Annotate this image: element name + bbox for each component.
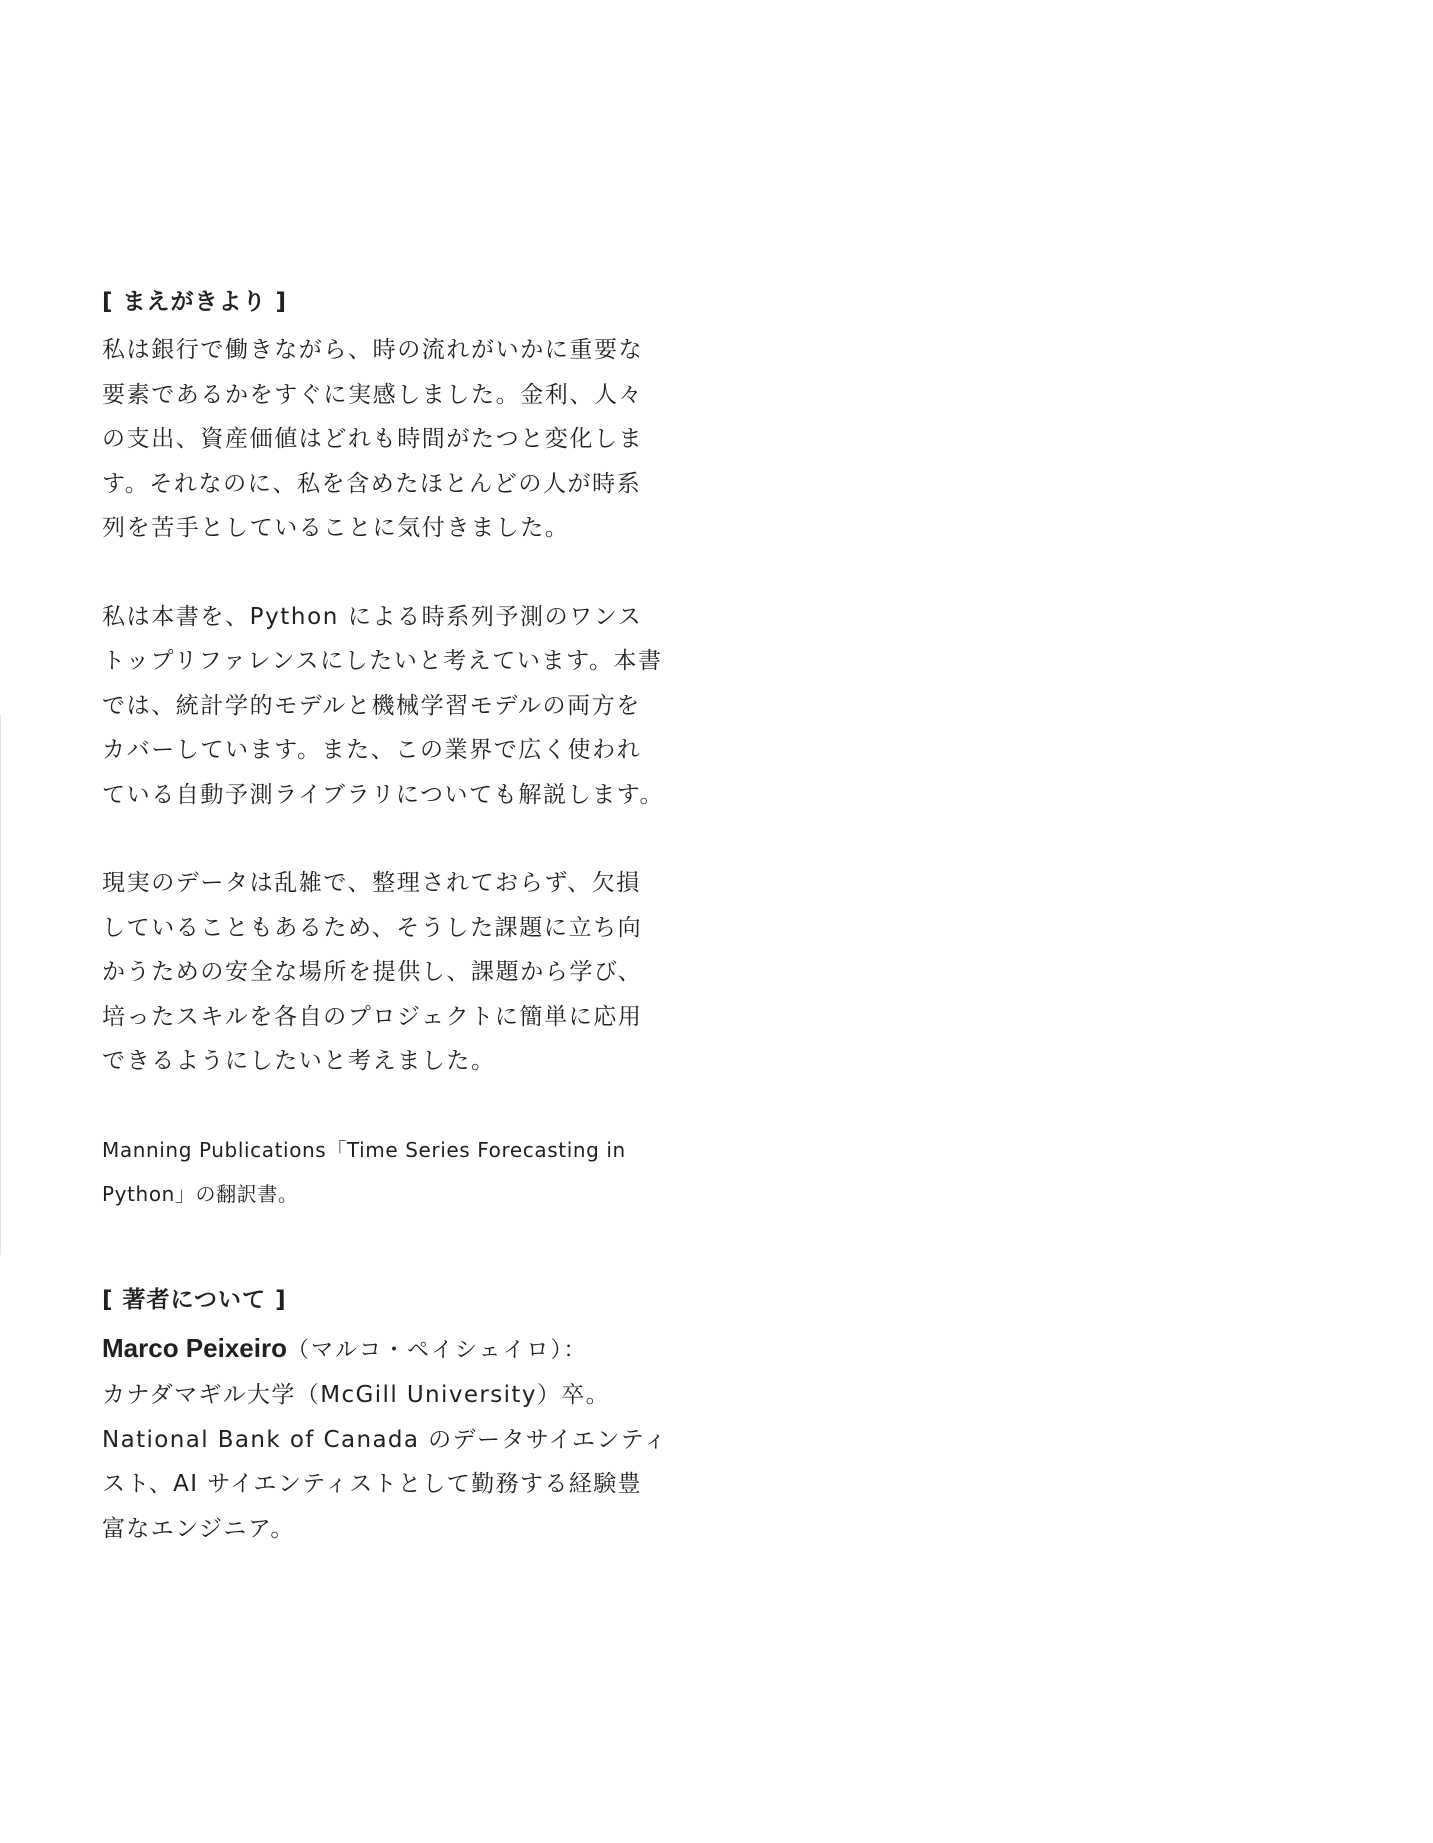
paragraph-line: トップリファレンスにしたいと考えています。本書 xyxy=(102,648,663,674)
preface-paragraph-3 xyxy=(102,861,702,1084)
author-bio-line: National Bank of Canada のデータサイエンティ xyxy=(102,1426,668,1453)
author-name: Marco Peixeiro xyxy=(102,1332,287,1363)
text-column xyxy=(102,282,702,1551)
paragraph-line: の支出、資産価値はどれも時間がたつと変化しま xyxy=(102,426,644,452)
author-name-line xyxy=(102,1326,702,1374)
paragraph-line: 現実のデータは乱雑で、整理されておらず、欠損 xyxy=(102,870,641,896)
author-bio-line: 富なエンジニア。 xyxy=(102,1515,295,1542)
author-bio-line: カナダマギル大学（McGill University）卒。 xyxy=(102,1382,611,1408)
left-margin-rule xyxy=(0,715,1,1255)
paragraph-line: できるようにしたいと考えました。 xyxy=(102,1048,496,1074)
paragraph-line: 私は本書を、Python による時系列予測のワンス xyxy=(102,603,643,630)
paragraph-line: 私は銀行で働きながら、時の流れがいかに重要な xyxy=(102,337,644,363)
translation-note xyxy=(102,1128,702,1216)
preface-paragraph-1 xyxy=(102,328,702,551)
paragraph-line: 培ったスキルを各自のプロジェクトに簡単に応用 xyxy=(102,1003,643,1030)
paragraph-line: ている自動予測ライブラリについても解説します。 xyxy=(102,781,665,808)
paragraph-line: では、統計学的モデルと機械学習モデルの両方を xyxy=(102,692,641,719)
preface-paragraph-2 xyxy=(102,595,702,818)
paragraph-line: していることもあるため、そうした課題に立ち向 xyxy=(102,914,643,941)
author-bio-line: スト、AI サイエンティストとして勤務する経験豊 xyxy=(102,1471,642,1497)
paragraph-line: 要素であるかをすぐに実感しました。金利、人々 xyxy=(102,381,644,408)
paragraph-line: かうための安全な場所を提供し、課題から学び、 xyxy=(102,959,643,985)
paragraph-line: す。それなのに、私を含めたほとんどの人が時系 xyxy=(102,470,642,497)
author-heading: [ 著者について ] xyxy=(102,1286,287,1313)
note-line: Manning Publications「Time Series Forecasting in xyxy=(102,1137,626,1162)
paragraph-line: カバーしています。また、この業界で広く使われ xyxy=(102,737,642,763)
note-line: Python」の翻訳書。 xyxy=(102,1181,299,1206)
paragraph-line: 列を苦手としていることに気付きました。 xyxy=(102,515,570,541)
author-name-reading: （マルコ・ペイシェイロ）： xyxy=(286,1337,588,1363)
preface-heading: [ まえがきより ] xyxy=(102,289,288,315)
